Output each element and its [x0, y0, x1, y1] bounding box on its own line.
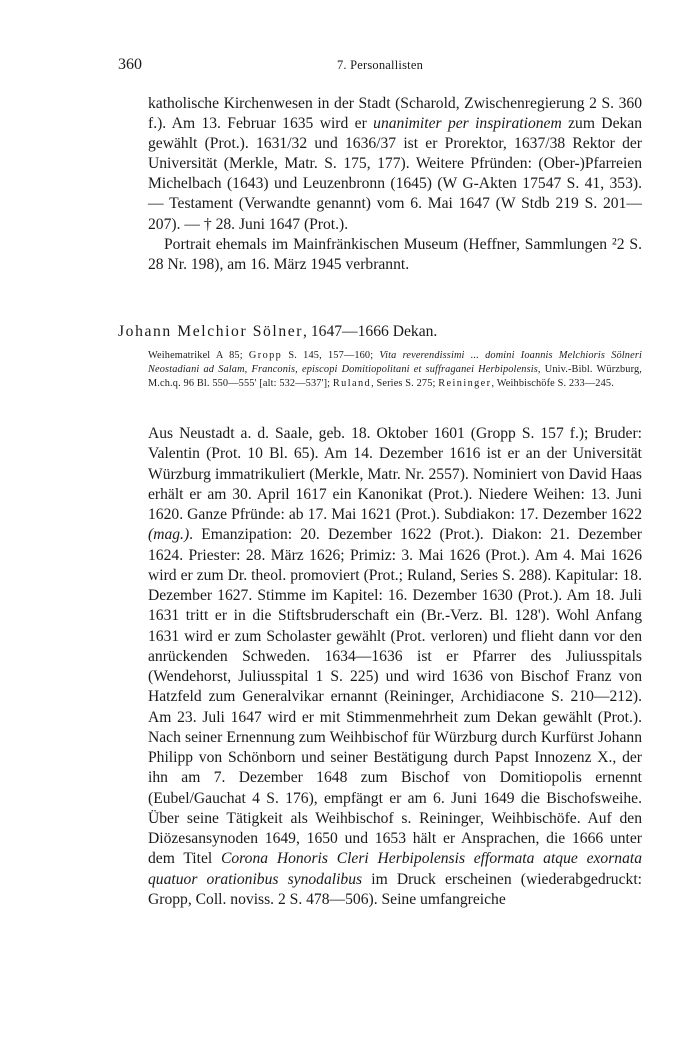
publication-title: Corona Honoris Cleri Herbipolensis efformata atque exornata quatuor orationibus synodalibus	[148, 850, 642, 888]
mag-abbrev: (mag.)	[148, 526, 190, 544]
entry-title-rest: , 1647—1666 Dekan.	[303, 323, 438, 340]
book-page	[118, 56, 643, 908]
biography-paragraph: Aus Neustadt a. d. Saale, geb. 18. Oktober 1601 (Gropp S. 157 f.); Bruder: Valentin (Prot. 10 Bl. 65). Am 14. Dezember 1616 ist er an der Universität Würzburg immatrikuliert (Merkle, Matr. Nr. 2557). Nominiert von David Haas erhält er am 30. April 1617 ein Kanonikat (Prot.). Niedere Weihen: 13. Juni 1620. Ganze Pfründe: ab 17. Mai 1621 (Prot.). Subdiakon: 17. Dezember 1622 (mag.). Emanzipation: 20. Dezember 1622 (Prot.). Diakon: 21. Dezember 1624. Priester: 28. März 1626; Primiz: 3. Mai 1626 (Prot.). Am 4. Mai 1626 wird er zum Dr. theol. promoviert (Prot.; Ruland, Series S. 288). Kapitular: 18. Dezember 1627. Stimme im Kapitel: 16. Dezember 1630 (Prot.). Am 18. Juli 1631 tritt er in die Stiftsbruderschaft ein (Br.-Verz. Bl. 128'). Wohl Anfang 1631 wird er zum Scholaster gewählt (Prot. verloren) und flieht dann vor den anrückenden Schweden. 1634—1636 ist er Pfarrer des Juliusspitals (Wendehorst, Juliusspital 1 S. 225) und wird 1636 von Bischof Franz von Hatzfeld zum Generalvikar ernannt (Reininger, Archidiacone S. 210—212). Am 23. Juli 1647 wird er mit Stimmenmehrheit zum Dekan gewählt (Prot.). Nach seiner Ernennung zum Weihbischof für Würzburg durch Kurfürst Johann Philipp von Schönborn und seiner Bestätigung durch Papst Innozenz X., der ihn am 7. Dezember 1648 zum Bischof von Domitiopolis ernennt (Eubel/Gauchat 4 S. 176), empfängt er am 6. Juni 1649 die Bischofsweihe. Über seine Tätigkeit als Weihbischof s. Reininger, Weihbischöfe. Auf den Diözesansynoden 1649, 1650 und 1653 hält er Ansprachen, die 1666 unter dem Titel Corona Honoris Cleri Herbipolensis efformata atque exornata quatuor orationibus synodalibus im Druck erscheinen (wiederabgedruckt: Gropp, Coll. noviss. 2 S. 478—506). Seine umfangreiche	[148, 425, 642, 908]
previous-entry-continuation	[148, 94, 642, 275]
latin-phrase: unanimiter per inspirationem	[373, 115, 562, 133]
page-number: 360	[118, 56, 142, 73]
entry-sources: Weihematrikel A 85; Gropp S. 145, 157—160; Vita reverendissimi ... domini Ioannis Melchioris Sölneri Neostadiani ad Salam, Franconis, episcopi Domitiopolitani et suffraganei Herbipolensis, Univ.-Bibl. Würzburg, M.ch.q. 96 Bl. 550—555' [alt: 532—537']; Ruland, Series S. 275; Reininger, Weihbischöfe S. 233—245.	[148, 350, 643, 389]
continuation-paragraph: katholische Kirchenwesen in der Stadt (Scharold, Zwischenregierung 2 S. 360 f.). Am 13. Februar 1635 wird er unanimiter per inspirationem zum Dekan gewählt (Prot.). 1631/32 und 1636/37 ist er Prorektor, 1637/38 Rektor der Universität (Merkle, Matr. S. 175, 177). Weitere Pfründen: (Ober-)Pfarreien Michelbach (1643) und Leuzenbronn (1645) (W G-Akten 17547 S. 41, 353). — Testament (Verwandte genannt) vom 6. Mai 1647 (W Stdb 219 S. 201—207). — † 28. Juni 1647 (Prot.).	[148, 95, 643, 233]
entry-biography	[148, 424, 642, 910]
entry-person-name: Johann Melchior Sölner	[118, 323, 304, 340]
vita-title: Vita reverendissimi ... domini Ioannis Melchioris Sölneri Neostadiani ad Salam, Franconis, episcopi Domitiopolitani et suffraganei Herbipolensis	[148, 350, 642, 375]
portrait-note-paragraph: Portrait ehemals im Mainfränkischen Museum (Heffner, Sammlungen ²2 S. 28 Nr. 198), am 16. März 1945 verbrannt.	[148, 235, 642, 273]
entry-heading	[118, 323, 642, 341]
page-header	[118, 56, 642, 82]
running-head: 7. Personallisten	[336, 58, 424, 72]
